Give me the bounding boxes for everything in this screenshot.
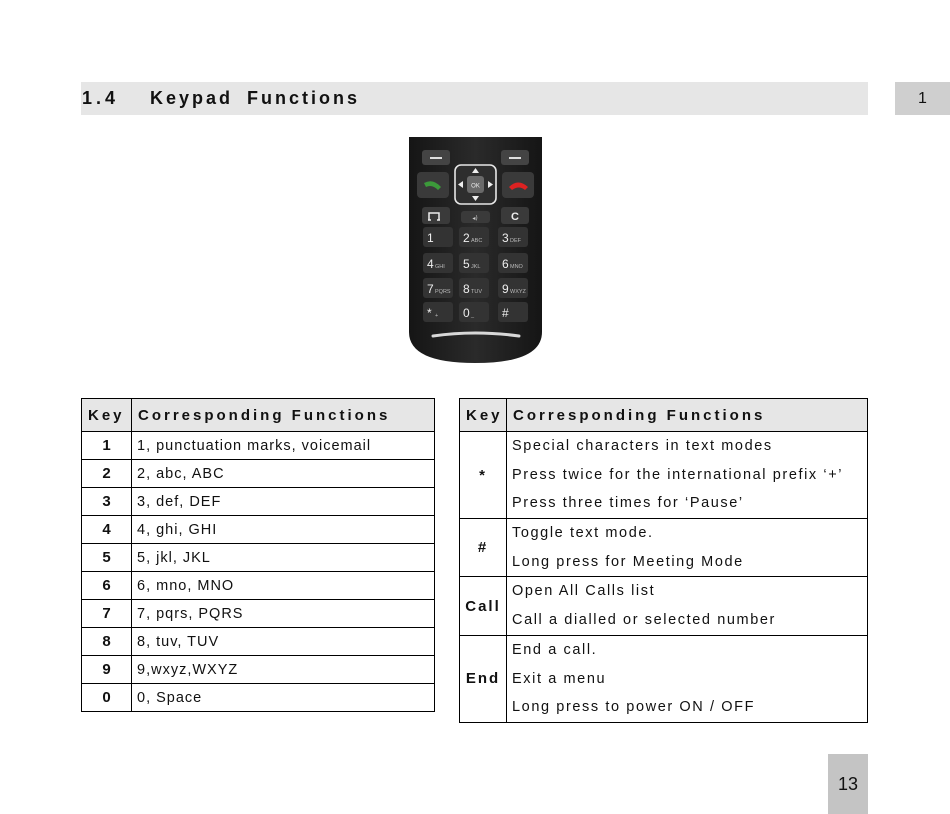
table-row <box>82 516 435 544</box>
keypad-letters: ABC <box>471 238 483 244</box>
function-line: Special characters in text modes <box>512 438 773 454</box>
keypad-digit: # <box>502 306 509 320</box>
keypad-digit: 1 <box>427 231 434 245</box>
table-row <box>82 572 435 600</box>
table-row <box>460 635 868 722</box>
chapter-tab: 1 <box>895 82 950 115</box>
table-header-row <box>460 399 868 432</box>
function-cell <box>507 519 868 577</box>
right-key-function-table <box>459 398 868 723</box>
key-column-header: Key <box>460 399 507 432</box>
left-key-function-table <box>81 398 435 712</box>
table-row <box>82 600 435 628</box>
table-row <box>460 577 868 635</box>
key-cell: 8 <box>82 628 132 656</box>
function-line: Press three times for ‘Pause’ <box>512 495 744 512</box>
table-row <box>82 656 435 684</box>
table-row <box>460 519 868 577</box>
keypad-letters: TUV <box>471 289 482 295</box>
key-cell: 1 <box>82 432 132 460</box>
function-line: Call a dialled or selected number <box>512 612 776 629</box>
table-row <box>82 628 435 656</box>
function-cell: 7, pqrs, PQRS <box>132 600 435 628</box>
functions-column-header: Corresponding Functions <box>132 399 435 432</box>
function-line: Press twice for the international prefix ‘+’ <box>512 466 844 483</box>
key-cell: # <box>460 519 507 577</box>
key-cell: 3 <box>82 488 132 516</box>
voicemail-key <box>422 207 450 224</box>
ok-label: OK <box>471 183 480 190</box>
keypad-digit: * <box>427 306 432 320</box>
table-row <box>82 488 435 516</box>
table-row <box>82 544 435 572</box>
function-cell: 5, jkl, JKL <box>132 544 435 572</box>
keypad-digit: 8 <box>463 282 470 296</box>
phone-keypad-image <box>409 137 542 363</box>
function-cell: 8, tuv, TUV <box>132 628 435 656</box>
keypad-digit: 9 <box>502 282 509 296</box>
key-cell: 0 <box>82 684 132 712</box>
svg-text:◂): ◂) <box>472 215 478 222</box>
section-title: Keypad Functions <box>150 88 361 108</box>
svg-text:C: C <box>511 211 519 223</box>
keypad-digit: 0 <box>463 306 470 320</box>
page-number: 13 <box>828 754 868 814</box>
keypad-letters: MNO <box>510 264 523 270</box>
table-row <box>460 432 868 519</box>
function-cell <box>507 635 868 722</box>
key-cell: 5 <box>82 544 132 572</box>
keypad-letters: _ <box>471 313 475 319</box>
keypad-digit: 3 <box>502 231 509 245</box>
function-line: End a call. <box>512 641 598 658</box>
keypad-letters: DEF <box>510 238 521 244</box>
keypad-letters: GHI <box>435 264 445 270</box>
keypad-digit: 4 <box>427 257 434 271</box>
key-cell: * <box>460 432 507 519</box>
key-cell: 7 <box>82 600 132 628</box>
table-row <box>82 684 435 712</box>
keypad-digit: 5 <box>463 257 470 271</box>
key-cell: End <box>460 635 507 722</box>
function-cell: 6, mno, MNO <box>132 572 435 600</box>
key-cell: Call <box>460 577 507 635</box>
function-cell: 9,wxyz,WXYZ <box>132 656 435 684</box>
function-line: Long press to power ON / OFF <box>512 699 756 716</box>
function-cell: 0, Space <box>132 684 435 712</box>
key-cell: 6 <box>82 572 132 600</box>
table-header-row <box>82 399 435 432</box>
keypad-digit: 2 <box>463 231 470 245</box>
key-cell: 4 <box>82 516 132 544</box>
table-row <box>82 460 435 488</box>
table-row <box>82 432 435 460</box>
function-cell: 3, def, DEF <box>132 488 435 516</box>
function-cell: 2, abc, ABC <box>132 460 435 488</box>
key-cell: 2 <box>82 460 132 488</box>
function-line: Exit a menu <box>512 670 607 687</box>
functions-column-header: Corresponding Functions <box>507 399 868 432</box>
key-column-header: Key <box>82 399 132 432</box>
keypad-digit: 6 <box>502 257 509 271</box>
function-line: Toggle text mode. <box>512 525 654 542</box>
function-cell: 4, ghi, GHI <box>132 516 435 544</box>
key-cell: 9 <box>82 656 132 684</box>
keypad-letters: PQRS <box>435 289 451 295</box>
function-cell: 1, punctuation marks, voicemail <box>132 432 435 460</box>
keypad-digit: 7 <box>427 282 434 296</box>
keypad-letters: + <box>435 313 439 319</box>
function-cell <box>507 432 868 519</box>
function-line: Long press for Meeting Mode <box>512 553 744 570</box>
keypad-letters: JKL <box>471 264 481 270</box>
function-cell <box>507 577 868 635</box>
keypad-letters: WXYZ <box>510 289 526 295</box>
section-number: 1.4 <box>82 88 120 108</box>
function-line: Open All Calls list <box>512 583 656 600</box>
